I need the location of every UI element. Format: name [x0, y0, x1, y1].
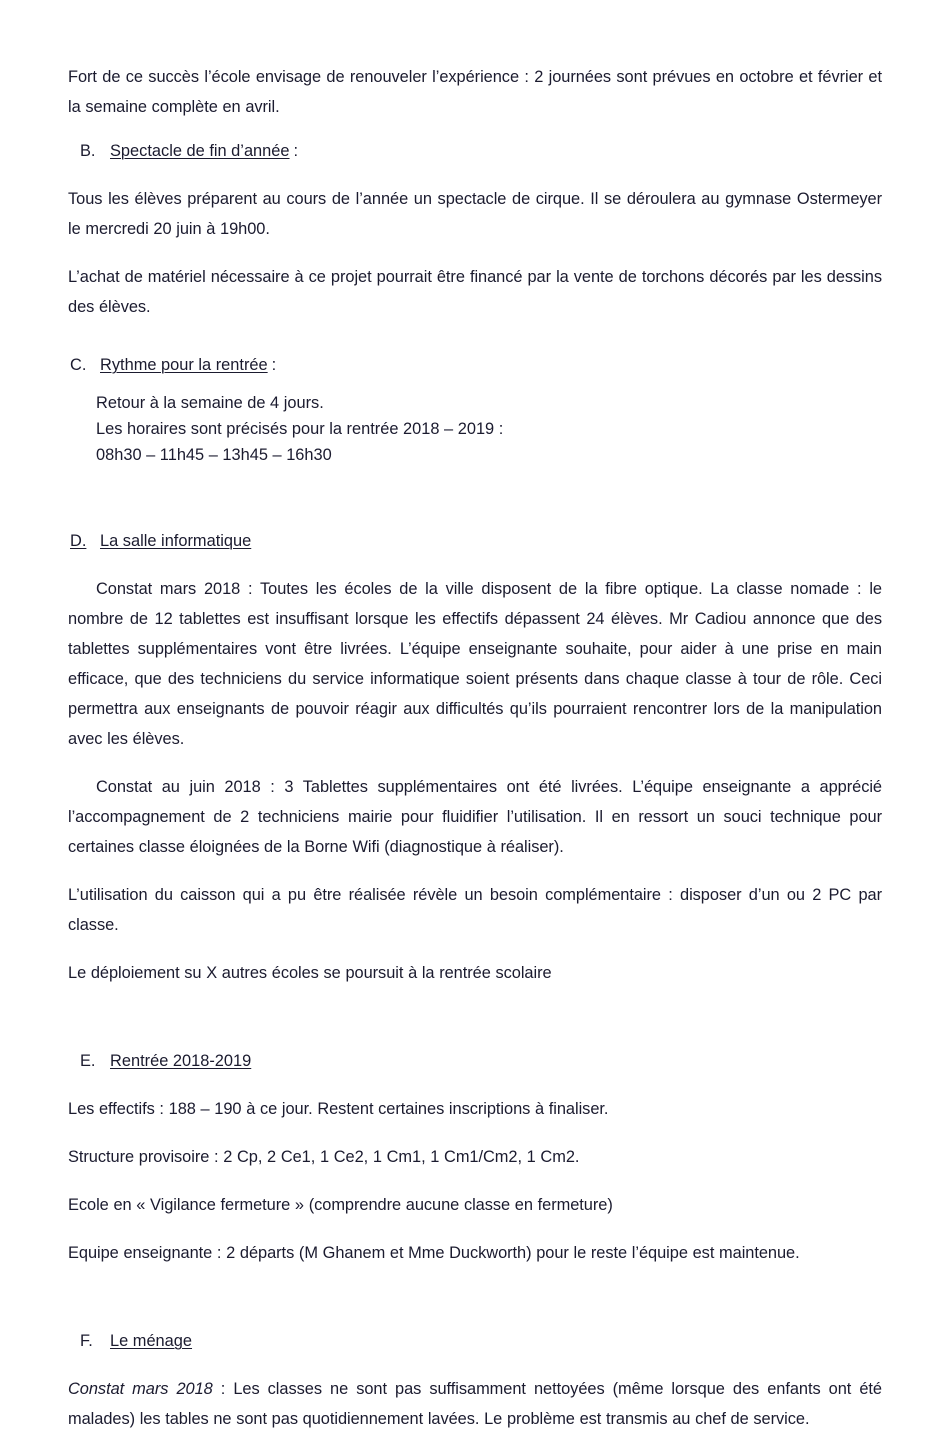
section-heading-f: [68, 1326, 882, 1356]
section-e-paragraph-3: Ecole en « Vigilance fermeture » (comprendre aucune classe en fermeture): [68, 1196, 613, 1214]
section-b-paragraph-2: L’achat de matériel nécessaire à ce projet pourrait être financé par la vente de torchons décorés par les dessins des élèves.: [68, 268, 882, 316]
section-heading-d: [68, 526, 882, 556]
section-letter-e: E.: [80, 1052, 96, 1070]
spacer: [68, 482, 882, 526]
section-heading-e: [68, 1046, 882, 1076]
spacer: [68, 1002, 882, 1046]
section-e-paragraph-1: Les effectifs : 188 – 190 à ce jour. Restent certaines inscriptions à finaliser.: [68, 1100, 609, 1118]
spacer: [68, 336, 882, 350]
section-d-paragraph-4: Le déploiement su X autres écoles se poursuit à la rentrée scolaire: [68, 964, 552, 982]
intro-paragraph: Fort de ce succès l’école envisage de renouveler l’expérience : 2 journées sont prévues en octobre et février et la semaine complète en avril.: [68, 68, 882, 116]
section-d-paragraph-3: L’utilisation du caisson qui a pu être réalisée révèle un besoin complémentaire : disposer d’un ou 2 PC par classe.: [68, 886, 882, 934]
section-d-paragraph-2: Constat au juin 2018 : 3 Tablettes supplémentaires ont été livrées. L’équipe enseignante a apprécié l’accompagnement de 2 techniciens mairie pour fluidifier l’utilisation. Il en ressort un souci technique pour certaines classe éloignées de la Borne Wifi (diagnostique à réaliser).: [68, 778, 882, 856]
section-c-line-2: Les horaires sont précisés pour la rentrée 2018 – 2019 :: [96, 420, 504, 438]
document-body: [68, 62, 882, 1434]
spacer: [68, 1282, 882, 1326]
section-f-paragraph-1: [68, 1374, 882, 1434]
section-letter-f: F.: [80, 1332, 93, 1350]
section-d-paragraph-1: Constat mars 2018 : Toutes les écoles de la ville disposent de la fibre optique. La classe nomade : le nombre de 12 tablettes est insuffisant lorsque les effectifs dépassent 24 élèves. Mr Cadiou annonce que des tablettes supplémentaires vont être livrées. L’équipe enseignante souhaite, pour aider à une prise en main efficace, que des techniciens du service informatique soient présents dans chaque classe à tour de rôle. Ceci permettra aux enseignants de pouvoir réagir aux difficultés qu’ils pourraient rencontrer lors de la manipulation avec les élèves.: [68, 580, 882, 748]
section-title-c: Rythme pour la rentrée: [100, 356, 268, 374]
section-suffix-b: :: [293, 142, 299, 160]
section-e-paragraph-4: Equipe enseignante : 2 départs (M Ghanem et Mme Duckworth) pour le reste l’équipe est maintenue.: [68, 1244, 800, 1262]
section-title-f: Le ménage: [110, 1332, 193, 1350]
section-title-e: Rentrée 2018-2019: [110, 1052, 252, 1070]
section-title-d: La salle informatique: [100, 532, 252, 550]
section-suffix-c: :: [271, 356, 277, 374]
section-c-line-1: Retour à la semaine de 4 jours.: [96, 394, 324, 412]
section-letter-c: C.: [70, 356, 87, 374]
section-letter-d: D.: [70, 532, 87, 550]
section-title-b: Spectacle de fin d’année: [110, 142, 290, 160]
section-e-paragraph-2: Structure provisoire : 2 Cp, 2 Ce1, 1 Ce2, 1 Cm1, 1 Cm1/Cm2, 1 Cm2.: [68, 1148, 580, 1166]
section-c-lines: [68, 390, 882, 468]
section-c-line-3: 08h30 – 11h45 – 13h45 – 16h30: [96, 446, 332, 464]
section-letter-b: B.: [80, 142, 96, 160]
section-f-constat-text: : Les classes ne sont pas suffisamment nettoyées (même lorsque des enfants ont été malades) les tables ne sont pas quotidiennement lavées. Le problème est transmis au chef de service.: [68, 1380, 882, 1428]
section-heading-c: [68, 350, 882, 380]
section-f-constat-label: Constat mars 2018: [68, 1380, 213, 1398]
section-heading-b: [68, 136, 882, 166]
section-b-paragraph-1: Tous les élèves préparent au cours de l’année un spectacle de cirque. Il se déroulera au gymnase Ostermeyer le mercredi 20 juin à 19h00.: [68, 190, 882, 238]
